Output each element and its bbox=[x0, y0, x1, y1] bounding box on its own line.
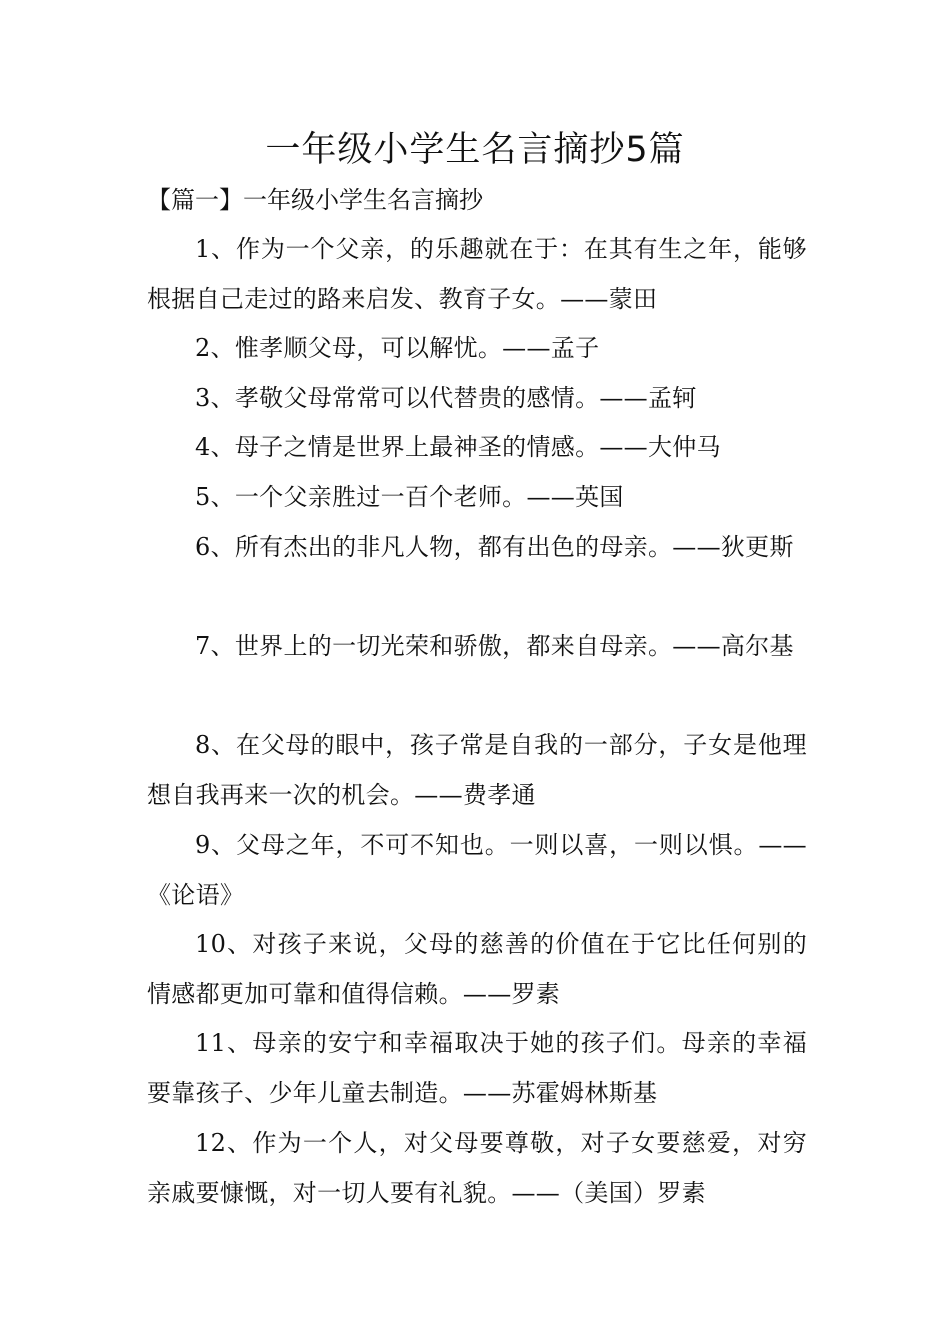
quote-item: 2、惟孝顺父母，可以解忧。——孟子 bbox=[195, 334, 600, 362]
quote-item: 12、作为一个人，对父母要尊敬，对子女要慈爱，对穷亲戚要慷慨，对一切人要有礼貌。——（美国）罗素 bbox=[147, 1129, 807, 1207]
quote-item: 4、母子之情是世界上最神圣的情感。——大仲马 bbox=[195, 433, 721, 461]
quote-item: 1、作为一个父亲，的乐趣就在于：在其有生之年，能够根据自己走过的路来启发、教育子女。——蒙田 bbox=[147, 235, 807, 313]
quote-item: 11、母亲的安宁和幸福取决于她的孩子们。母亲的幸福要靠孩子、少年儿童去制造。——苏霍姆林斯基 bbox=[147, 1029, 807, 1107]
quote-item: 9、父母之年，不可不知也。一则以喜，一则以惧。——《论语》 bbox=[147, 831, 807, 909]
quote-item: 3、孝敬父母常常可以代替贵的感情。——孟轲 bbox=[195, 384, 697, 412]
quote-item: 8、在父母的眼中，孩子常是自我的一部分，子女是他理想自我再来一次的机会。——费孝通 bbox=[147, 731, 807, 809]
quote-item: 5、一个父亲胜过一百个老师。——英国 bbox=[195, 483, 624, 511]
quote-item: 10、对孩子来说，父母的慈善的价值在于它比任何别的情感都更加可靠和值得信赖。——罗素 bbox=[147, 930, 807, 1008]
section-heading: 【篇一】一年级小学生名言摘抄 bbox=[147, 186, 483, 214]
quote-item: 6、所有杰出的非凡人物，都有出色的母亲。——狄更斯 bbox=[195, 533, 794, 561]
quote-item: 7、世界上的一切光荣和骄傲，都来自母亲。——高尔基 bbox=[195, 632, 794, 660]
document-title: 一年级小学生名言摘抄5篇 bbox=[265, 130, 685, 170]
